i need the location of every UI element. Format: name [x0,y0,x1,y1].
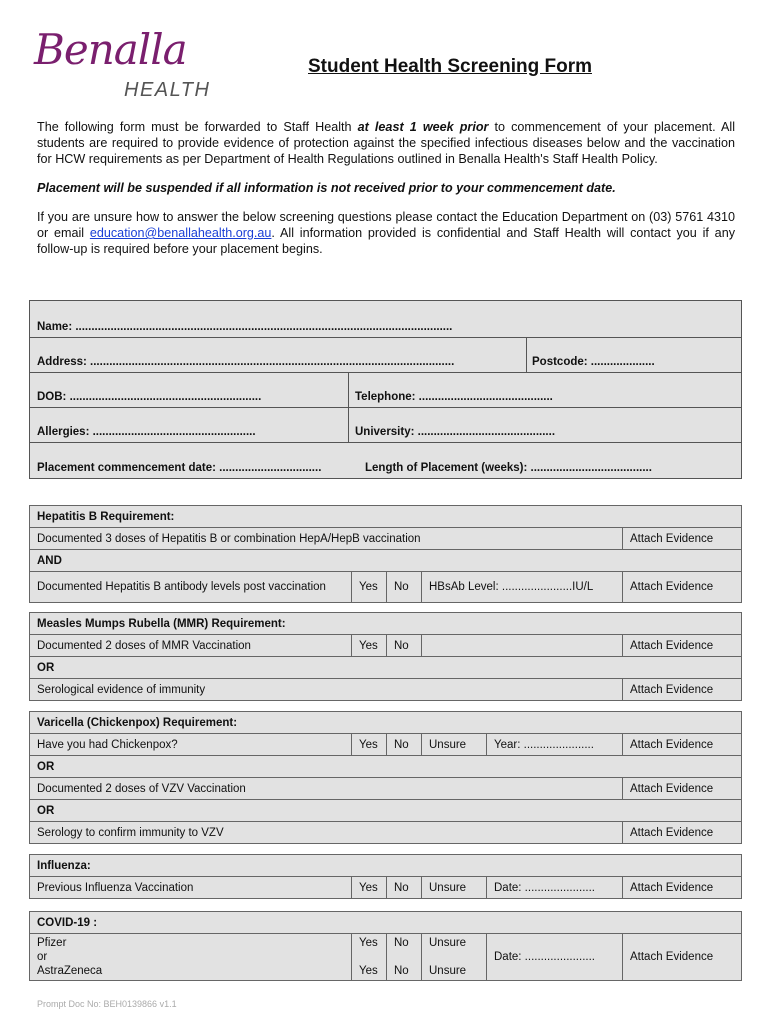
email-link[interactable]: education@benallahealth.org.au [89,226,272,240]
mmr-table [29,612,742,701]
allergies-field[interactable]: Allergies: ................................................... [37,426,256,438]
personal-details-box [29,300,742,479]
no-option[interactable]: No [387,635,422,657]
logo-sub: HEALTH [124,79,211,101]
attach-evidence-button[interactable]: Attach Evidence [623,635,742,657]
commencement-date-field[interactable]: Placement commencement date: ................................ [37,462,322,474]
pfizer-label: Pfizer [37,937,67,949]
divider [348,408,349,442]
astrazeneca-yes-option[interactable]: Yes [359,965,378,977]
telephone-field[interactable]: Telephone: .......................................... [355,391,553,403]
contact-text-2: . All information provided is confidential and Staff Health will contact you if any follow-up is required before your placement begins. [37,226,735,256]
yes-option[interactable]: Yes [352,734,387,756]
attach-evidence-button[interactable]: Attach Evidence [623,572,742,603]
varicella-header: Varicella (Chickenpox) Requirement: [30,712,742,734]
yes-option[interactable]: Yes [352,877,387,899]
hepb-doses: Documented 3 doses of Hepatitis B or combination HepA/HepB vaccination [30,528,623,550]
attach-evidence-button[interactable]: Attach Evidence [623,822,742,844]
attach-evidence-button[interactable]: Attach Evidence [623,934,742,981]
hepb-header: Hepatitis B Requirement: [30,506,742,528]
vzv-serology: Serology to confirm immunity to VZV [30,822,623,844]
pfizer-unsure-option[interactable]: Unsure [429,937,467,949]
unsure-options [422,934,487,981]
astrazeneca-unsure-option[interactable]: Unsure [429,965,467,977]
allergies-row [30,408,741,443]
hbsab-level-field[interactable]: HBsAb Level: ......................IU/L [422,572,623,603]
date-field[interactable]: Date: ...................... [487,877,623,899]
yes-option[interactable]: Yes [352,635,387,657]
and-label: AND [30,550,742,572]
unsure-option[interactable]: Unsure [422,734,487,756]
mmr-doses: Documented 2 doses of MMR Vaccination [30,635,352,657]
no-option[interactable]: No [387,877,422,899]
vaccine-brands [30,934,352,981]
contact-text: If you are unsure how to answer the below screening questions please contact the Education Department on (03) 5761 4310 or email [37,210,735,240]
attach-evidence-button[interactable]: Attach Evidence [623,734,742,756]
covid-header: COVID-19 : [30,912,742,934]
attach-evidence-button[interactable]: Attach Evidence [623,679,742,701]
name-row [30,301,741,338]
page-title: Student Health Screening Form [308,56,592,77]
astrazeneca-label: AstraZeneca [37,965,103,977]
astrazeneca-no-option[interactable]: No [394,965,409,977]
chickenpox-question: Have you had Chickenpox? [30,734,352,756]
hepatitis-b-table [29,505,742,603]
vzv-doses: Documented 2 doses of VZV Vaccination [30,778,623,800]
address-row [30,338,741,373]
mmr-serology: Serological evidence of immunity [30,679,623,701]
contact-paragraph [37,209,735,257]
pfizer-no-option[interactable]: No [394,937,409,949]
postcode-field[interactable]: Postcode: .................... [532,356,655,368]
placement-length-field[interactable]: Length of Placement (weeks): ...................................... [365,462,652,474]
placement-row [30,443,741,478]
name-field[interactable]: Name: ...................................................................................................................... [37,321,453,333]
divider [526,338,527,372]
pfizer-yes-option[interactable]: Yes [359,937,378,949]
influenza-question: Previous Influenza Vaccination [30,877,352,899]
no-option[interactable]: No [387,734,422,756]
intro-section [37,119,735,257]
intro-text-2: to commencement of your placement. All students are required to provide evidence of protection against the specified infectious diseases below and the vaccination for HCW requirements as per Department of Health Regulations outlined in Benalla Health's Staff Health Policy. [37,120,736,166]
no-options [387,934,422,981]
benalla-health-logo [34,26,244,104]
attach-evidence-button[interactable]: Attach Evidence [623,528,742,550]
yes-options [352,934,387,981]
intro-paragraph [37,119,735,167]
year-field[interactable]: Year: ...................... [487,734,623,756]
attach-evidence-button[interactable]: Attach Evidence [623,778,742,800]
no-option[interactable]: No [387,572,422,603]
unsure-option[interactable]: Unsure [422,877,487,899]
dob-field[interactable]: DOB: ............................................................ [37,391,262,403]
suspension-warning: Placement will be suspended if all information is not received prior to your commencement date. [37,181,616,195]
dob-row [30,373,741,408]
or-label: OR [30,756,742,778]
intro-text: The following form must be forwarded to Staff Health [37,120,358,134]
influenza-table [29,854,742,899]
date-field[interactable]: Date: ...................... [487,934,623,981]
intro-emphasis: at least 1 week prior [357,120,489,134]
attach-evidence-button[interactable]: Attach Evidence [623,877,742,899]
hepb-antibody: Documented Hepatitis B antibody levels post vaccination [30,572,352,603]
or-label: or [37,951,48,963]
varicella-table [29,711,742,844]
mmr-header: Measles Mumps Rubella (MMR) Requirement: [30,613,742,635]
university-field[interactable]: University: ........................................... [355,426,556,438]
logo-brand: Benalla [34,25,187,74]
or-label: OR [30,800,742,822]
divider [348,373,349,407]
address-field[interactable]: Address: .................................................................................................................. [37,356,455,368]
or-label: OR [30,657,742,679]
empty-cell [422,635,623,657]
document-number: Prompt Doc No: BEH0139866 v1.1 [37,999,177,1009]
covid-table [29,911,742,981]
yes-option[interactable]: Yes [352,572,387,603]
influenza-header: Influenza: [30,855,742,877]
